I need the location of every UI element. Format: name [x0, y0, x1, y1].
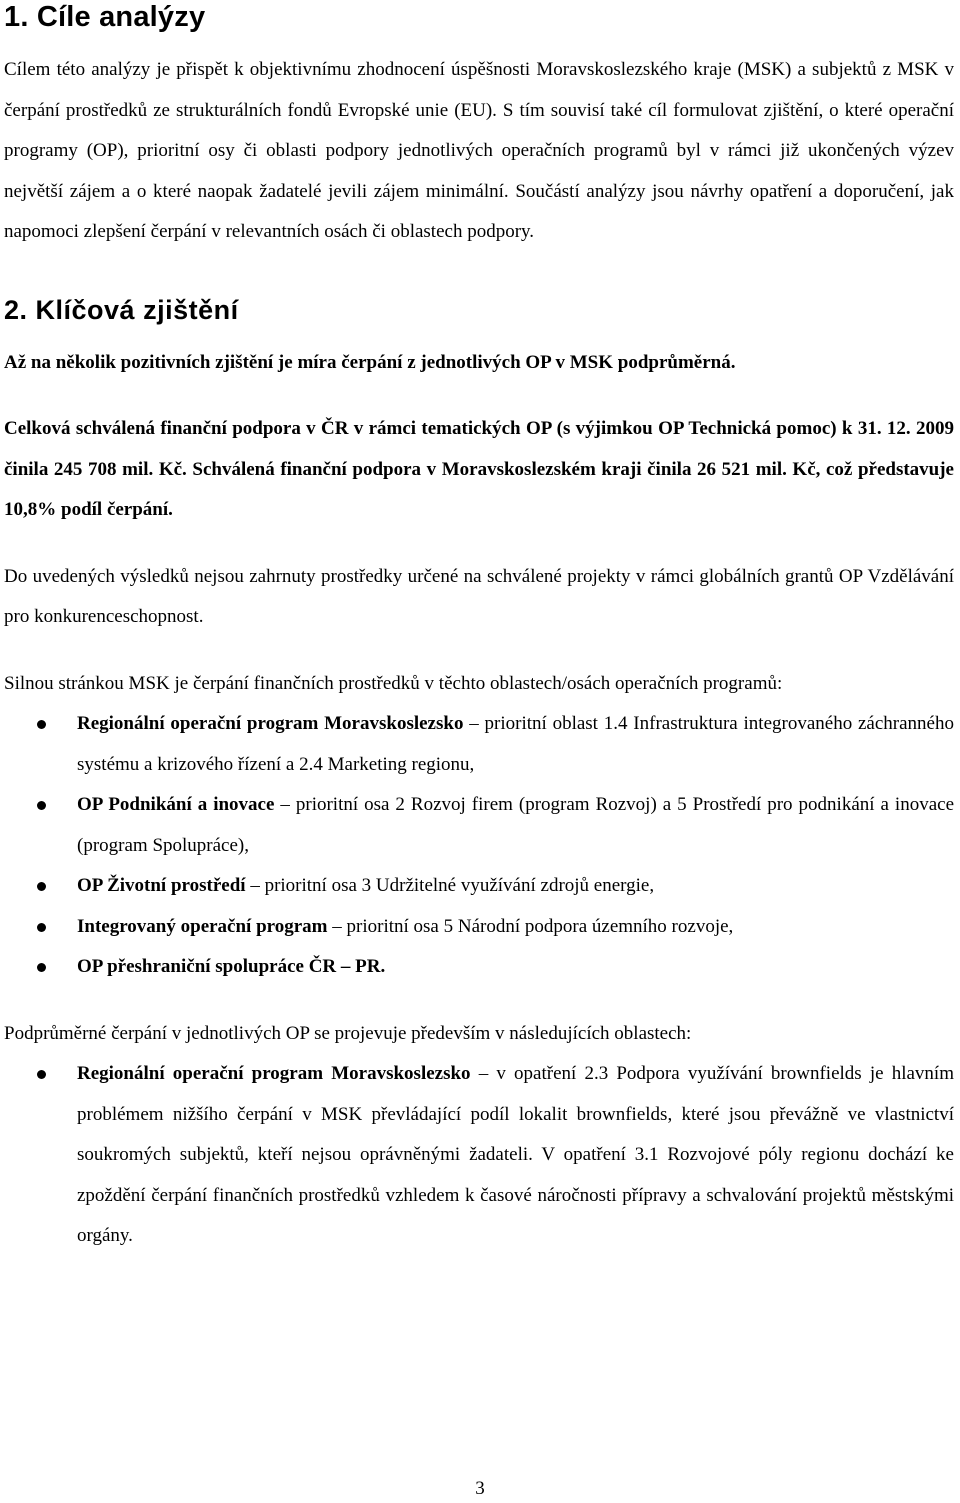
bullet-icon [37, 923, 46, 932]
key-finding-lead: Až na několik pozitivních zjištění je míra čerpání z jednotlivých OP v MSK podprůměrná. [4, 351, 736, 373]
list-item-text: – v opatření 2.3 Podpora využívání brownfields je hlavním problémem nižšího čerpání v MSK převládající podíl lokalit brownfields, které jsou převážně ve vlastnictví soukromých subjektů, kteří nejsou oprávněnými žadateli. V opatření 3.1 Rozvojové póly regionu dochází ke zpoždění čerpání finančních prostředků vzhledem k časové náročnosti přípravy a schvalování projektů městskými orgány. [77, 1063, 954, 1246]
bullet-icon [37, 1070, 46, 1079]
list-item [4, 907, 954, 948]
section-1-heading: 1. Cíle analýzy [4, 1, 206, 33]
list-item-program: OP Podnikání a inovace [77, 794, 275, 815]
below-average-intro: Podprůměrné čerpání v jednotlivých OP se projevuje především v následujících oblastech: [4, 1022, 692, 1044]
strengths-intro: Silnou stránkou MSK je čerpání finančních prostředků v těchto oblastech/osách operačních programů: [4, 672, 783, 694]
list-item-program: Integrovaný operační program [77, 915, 328, 937]
bullet-icon [37, 882, 46, 891]
page-number: 3 [475, 1478, 485, 1499]
key-finding-note: Do uvedených výsledků nejsou zahrnuty prostředky určené na schválené projekty v rámci globálních grantů OP Vzdělávání pro konkurenceschopnost. [4, 565, 954, 627]
list-item-program: OP přeshraniční spolupráce ČR – PR. [77, 956, 386, 977]
list-item [4, 947, 954, 988]
list-item-program: Regionální operační program Moravskoslezsko [77, 713, 464, 734]
document-page [4, 0, 954, 1257]
bullet-icon [37, 801, 46, 810]
list-item-text: – prioritní osa 5 Národní podpora územního rozvoje, [327, 915, 734, 937]
list-item-program: OP Životní prostředí [77, 875, 246, 896]
list-item [4, 704, 954, 785]
list-item-program: Regionální operační program Moravskoslezsko [77, 1063, 471, 1084]
bullet-icon [37, 963, 46, 972]
strengths-list [4, 704, 954, 988]
bullet-icon [37, 720, 46, 729]
key-finding-stats: Celková schválená finanční podpora v ČR v rámci tematických OP (s výjimkou OP Technická pomoc) k 31. 12. 2009 činila 245 708 mil. Kč. Schválená finanční podpora v Moravskoslezském kraji činila 26 521 mil. Kč, což představuje 10,8% podíl čerpání. [4, 418, 954, 520]
below-average-list [4, 1054, 954, 1257]
list-item-text: – prioritní osa 3 Udržitelné využívání zdrojů energie, [245, 875, 655, 896]
list-item [4, 785, 954, 866]
list-item-text: – prioritní osa 2 Rozvoj firem (program Rozvoj) a 5 Prostředí pro podnikání a inovace (program Spolupráce), [77, 794, 954, 856]
section-1-paragraph: Cílem této analýzy je přispět k objektivnímu zhodnocení úspěšnosti Moravskoslezského kraje (MSK) a subjektů z MSK v čerpání prostředků ze strukturálních fondů Evropské unie (EU). S tím souvisí také cíl formulovat zjištění, o které operační programy (OP), prioritní osy či oblasti podpory jednotlivých operačních programů byl v rámci již ukončených výzev největší zájem a o které naopak žadatelé jevili zájem minimální. Součástí analýzy jsou návrhy opatření a doporučení, jak napomoci zlepšení čerpání v relevantních osách či oblastech podpory. [4, 59, 954, 242]
list-item-text: – prioritní oblast 1.4 Infrastruktura integrovaného záchranného systému a krizového řízení a 2.4 Marketing regionu, [77, 713, 954, 775]
section-2-heading: 2. Klíčová zjištění [4, 294, 239, 325]
list-item [4, 1054, 954, 1257]
list-item [4, 866, 954, 907]
